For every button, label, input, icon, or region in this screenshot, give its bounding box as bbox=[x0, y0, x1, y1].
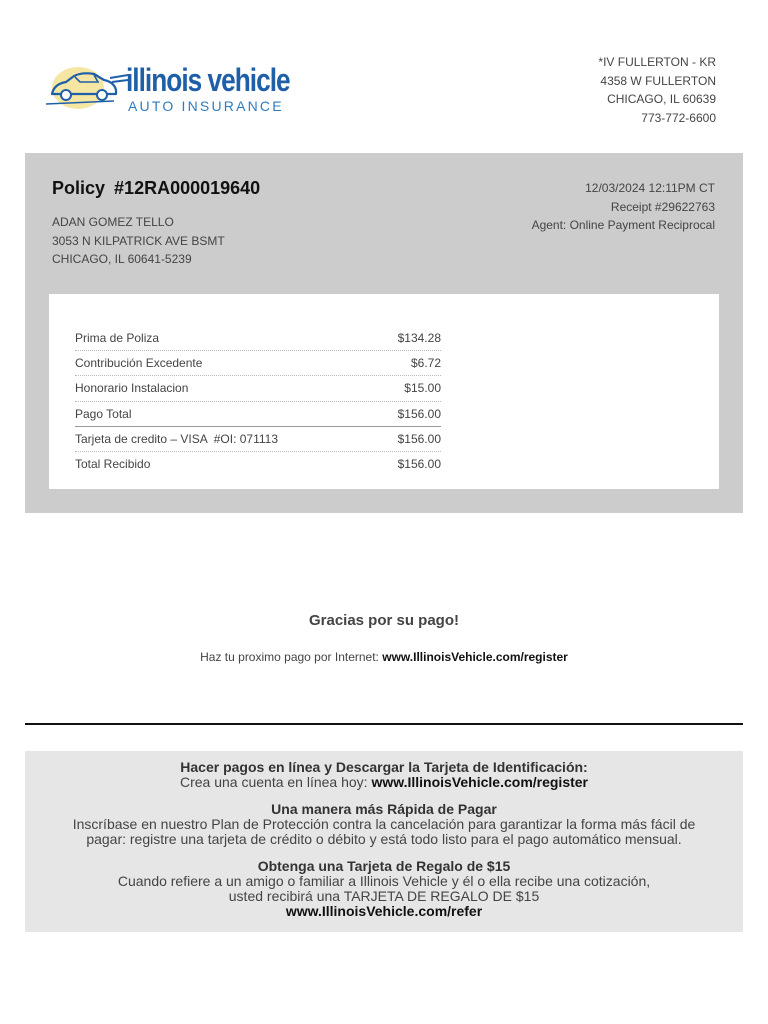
payment-row bbox=[75, 427, 441, 452]
online-payments-block bbox=[25, 760, 743, 790]
payment-row bbox=[75, 326, 441, 351]
payment-amount: $156.00 bbox=[397, 431, 441, 446]
payment-amount: $134.28 bbox=[397, 331, 441, 345]
gift-heading: Obtenga una Tarjeta de Regalo de $15 bbox=[257, 858, 511, 874]
online-text: Crea una cuenta en línea hoy: bbox=[179, 774, 372, 790]
payment-label: Contribución Excedente bbox=[75, 356, 203, 371]
payment-card bbox=[49, 294, 719, 489]
policy-title bbox=[52, 178, 260, 199]
office-line: *IV FULLERTON - KR bbox=[598, 55, 716, 69]
payment-table bbox=[75, 326, 441, 477]
gift-line-1: Cuando refiere a un amigo o familiar a Illinois Vehicle y él o ella recibe una cotización, bbox=[117, 873, 651, 889]
payment-label: Prima de Poliza bbox=[75, 331, 160, 345]
payment-row bbox=[75, 351, 441, 376]
receipt-datetime: 12/03/2024 12:11PM CT bbox=[585, 181, 715, 195]
thank-you-message: Gracias por su pago! bbox=[308, 612, 460, 629]
office-address bbox=[598, 53, 716, 127]
insured-name: ADAN GOMEZ TELLO bbox=[52, 215, 174, 229]
online-register-link[interactable]: www.IllinoisVehicle.com/register bbox=[371, 774, 589, 790]
brand-tagline: AUTO INSURANCE bbox=[128, 98, 284, 114]
office-line: CHICAGO, IL 60639 bbox=[607, 92, 716, 106]
payment-label: Pago Total bbox=[75, 406, 132, 421]
faster-line-2: pagar: registre una tarjeta de crédito o débito y está todo listo para el pago automático mensual. bbox=[86, 831, 682, 847]
office-phone: 773-772-6600 bbox=[641, 110, 716, 125]
insured-street: 3053 N KILPATRICK AVE BSMT bbox=[52, 233, 225, 248]
next-payment-text: Haz tu proximo pago por Internet: bbox=[200, 650, 383, 664]
receipt-number: Receipt #29622763 bbox=[610, 199, 715, 214]
payment-row bbox=[75, 376, 441, 401]
insured-city: CHICAGO, IL 60641-5239 bbox=[52, 252, 192, 266]
faster-line-1: Inscríbase en nuestro Plan de Protección contra la cancelación para garantizar la forma más fácil de bbox=[72, 816, 696, 832]
policy-label: Policy bbox=[52, 178, 106, 198]
next-payment-note bbox=[0, 650, 768, 664]
payment-row bbox=[75, 402, 441, 427]
gift-line-2: usted recibirá una TARJETA DE REGALO DE $15 bbox=[228, 888, 540, 904]
company-logo bbox=[44, 60, 304, 120]
info-section bbox=[25, 751, 743, 932]
office-line: 4358 W FULLERTON bbox=[600, 73, 716, 88]
online-text-line bbox=[25, 775, 743, 790]
receipt-meta bbox=[532, 179, 715, 235]
section-divider bbox=[25, 723, 743, 725]
payment-row bbox=[75, 452, 441, 477]
gift-card-block bbox=[25, 859, 743, 919]
payment-amount: $6.72 bbox=[410, 356, 441, 371]
brand-name: illinois vehicle bbox=[126, 62, 290, 98]
payment-amount: $156.00 bbox=[397, 406, 441, 421]
refer-link[interactable]: www.IllinoisVehicle.com/refer bbox=[285, 903, 483, 919]
payment-label: Total Recibido bbox=[75, 456, 151, 471]
payment-label: Tarjeta de credito – VISA #OI: 071113 bbox=[75, 431, 279, 446]
register-link[interactable]: www.IllinoisVehicle.com/register bbox=[382, 650, 568, 664]
payment-amount: $15.00 bbox=[404, 381, 441, 396]
faster-heading: Una manera más Rápida de Pagar bbox=[271, 801, 497, 817]
online-heading: Hacer pagos en línea y Descargar la Tarjeta de Identificación: bbox=[180, 759, 588, 775]
payment-label: Honorario Instalacion bbox=[75, 381, 189, 396]
car-logo-icon bbox=[44, 60, 128, 120]
policy-section bbox=[25, 153, 743, 513]
payment-amount: $156.00 bbox=[397, 456, 441, 471]
receipt-agent: Agent: Online Payment Reciprocal bbox=[531, 218, 715, 232]
policy-number: #12RA000019640 bbox=[114, 178, 261, 198]
insured-address bbox=[52, 213, 225, 269]
faster-pay-block bbox=[25, 802, 743, 847]
